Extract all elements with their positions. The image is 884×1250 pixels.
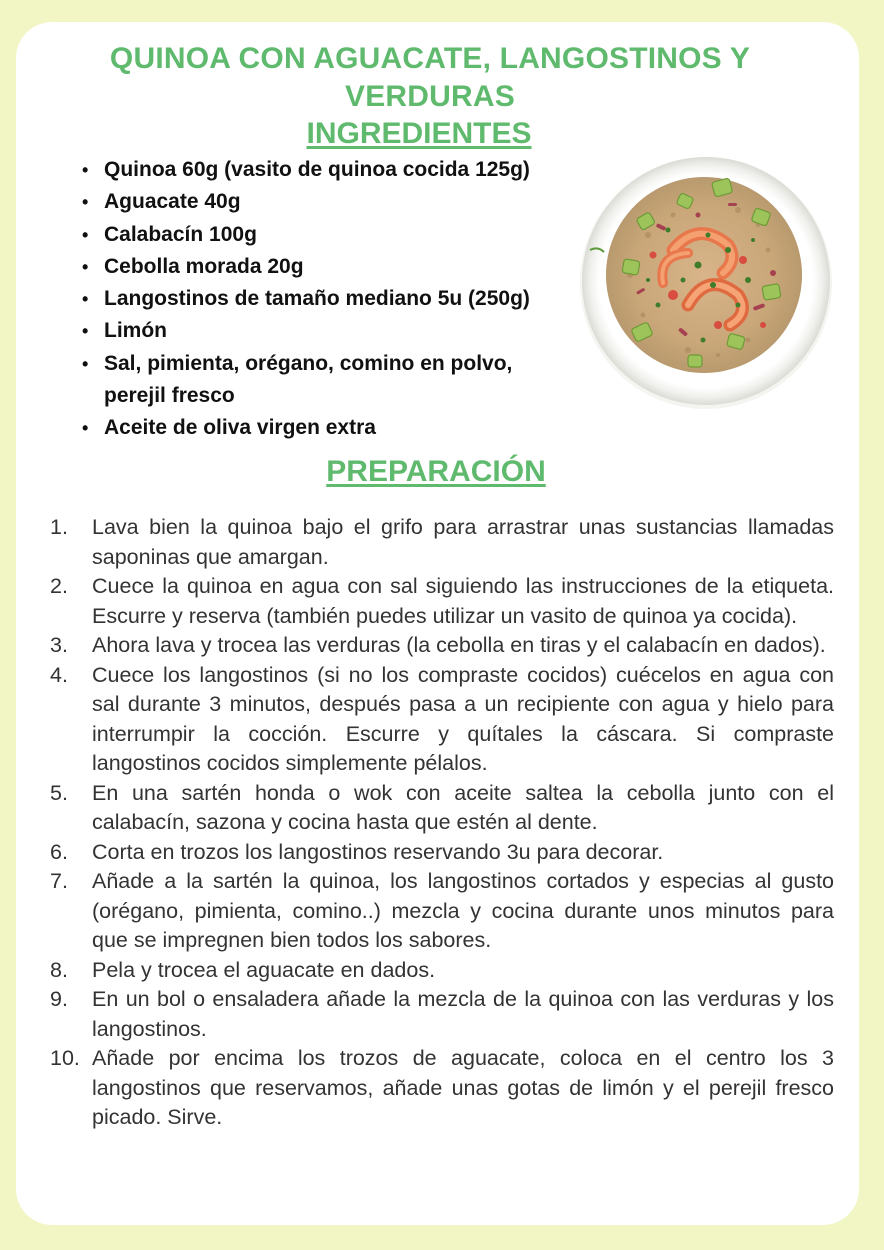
- step-number: 8.: [50, 957, 68, 982]
- step-number: 6.: [50, 839, 68, 864]
- step-item: [50, 1044, 834, 1133]
- preparation-heading: PREPARACIÓN: [326, 455, 546, 488]
- ingredient-item: • Aceite de oliva virgen extra: [104, 412, 604, 444]
- ingredient-item: • Calabacín 100g: [104, 219, 604, 251]
- ingredient-item: • Langostinos de tamaño mediano 5u (250g): [104, 283, 604, 315]
- step-number: 3.: [50, 633, 68, 657]
- step-text: Añade por encima los trozos de aguacate, coloca en el centro los 3 langostinos que reservamos, añade unas gotas de limón y el perejil fresco picado. Sirve.: [92, 1046, 834, 1129]
- quinoa-bowl-photo: [578, 155, 834, 411]
- step-item: [50, 838, 834, 868]
- ingredient-item: • Quinoa 60g (vasito de quinoa cocida 125g): [104, 154, 604, 186]
- recipe-title: [0, 40, 860, 116]
- ingredients-heading: INGREDIENTES: [306, 117, 532, 150]
- step-text: Ahora lava y trocea las verduras (la cebolla en tiras y el calabacín en dados).: [92, 633, 826, 657]
- step-number: 4.: [50, 662, 68, 687]
- title-line-1: QUINOA CON AGUACATE, LANGOSTINOS Y: [109, 42, 751, 75]
- step-item: [50, 867, 834, 956]
- ingredient-item: • Limón: [104, 315, 604, 347]
- step-text: Cuece la quinoa en agua con sal siguiendo las instrucciones de la etiqueta. Escurre y reserva (también puedes utilizar un vasito de quinoa ya cocida).: [92, 574, 834, 628]
- step-text: En un bol o ensaladera añade la mezcla de la quinoa con las verduras y los langostinos.: [92, 987, 834, 1041]
- step-number: 2.: [50, 574, 68, 598]
- step-item: [50, 513, 834, 572]
- preparation-steps: [50, 513, 834, 1133]
- step-text: En una sartén honda o wok con aceite saltea la cebolla junto con el calabacín, sazona y cocina hasta que estén al dente.: [92, 780, 834, 834]
- step-text: Cuece los langostinos (si no los compraste cocidos) cuécelos en agua con sal durante 3 minutos, después pasa a un recipiente con agua y hielo para interrumpir la cocción. Escurre y quítales la cáscara. Si compraste langostinos cocidos simplemente pélalos.: [92, 662, 834, 775]
- title-line-2: VERDURAS: [345, 80, 515, 113]
- step-item: [50, 985, 834, 1044]
- step-text: Pela y trocea el aguacate en dados.: [92, 957, 436, 982]
- step-item: [50, 661, 834, 779]
- step-number: 1.: [50, 515, 68, 539]
- ingredient-item: • Sal, pimienta, orégano, comino en polvo, perejil fresco: [104, 348, 574, 413]
- step-number: 10.: [50, 1046, 80, 1070]
- ingredient-item: • Aguacate 40g: [104, 186, 604, 218]
- ingredients-list: [78, 154, 604, 445]
- step-number: 7.: [50, 869, 68, 893]
- step-item: [50, 572, 834, 631]
- step-item: [50, 631, 834, 661]
- step-item: [50, 956, 834, 986]
- step-text: Corta en trozos los langostinos reservando 3u para decorar.: [92, 839, 664, 864]
- step-item: [50, 779, 834, 838]
- step-text: Añade a la sartén la quinoa, los langostinos cortados y especias al gusto (orégano, pimienta, comino..) mezcla y cocina durante unos minutos para que se impregnen bien todos los sabores.: [92, 869, 834, 952]
- step-number: 5.: [50, 780, 68, 805]
- step-text: Lava bien la quinoa bajo el grifo para arrastrar unas sustancias llamadas saponinas que amargan.: [92, 515, 834, 569]
- ingredient-item: • Cebolla morada 20g: [104, 251, 604, 283]
- step-number: 9.: [50, 987, 68, 1011]
